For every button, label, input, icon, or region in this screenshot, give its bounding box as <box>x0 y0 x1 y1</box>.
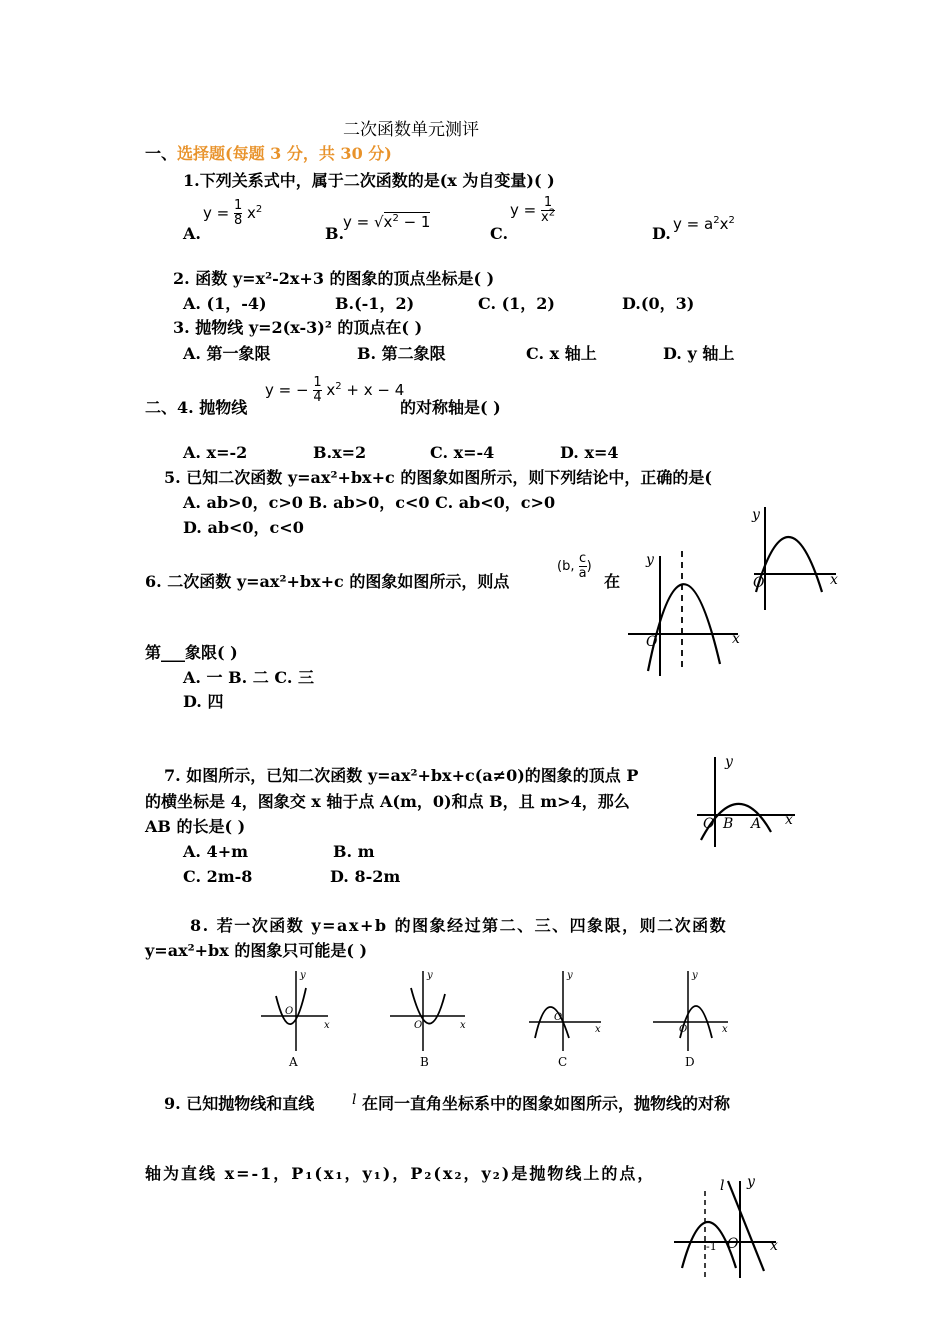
q6-y-label: y <box>646 552 654 568</box>
q4-formula: y = − $\frac{1}{4}$ $x^2 + x - 4$ <box>265 375 405 405</box>
q9-origin-label: O <box>727 1236 739 1252</box>
q5-y-label: y <box>752 507 760 523</box>
q7-option-d: D. 8-2m <box>330 867 401 886</box>
q7-line-2: 的横坐标是 4，图象交 x 轴于点 A(m，0)和点 B，且 m>4，那么 <box>145 792 630 811</box>
q7-point-b-label: B <box>723 816 734 832</box>
q8-label-a: A <box>289 1055 298 1069</box>
q3-option-c: C. x 轴上 <box>526 344 597 363</box>
q2-option-c: C. (1，2) <box>478 294 556 313</box>
q1-option-b-formula: $y = √x^2 - 1$ <box>343 213 431 231</box>
q7-line-3: AB 的长是( ) <box>145 817 246 836</box>
q3-stem: 3. 抛物线 y=2(x-3)² 的顶点在( ) <box>173 318 423 337</box>
q9-line-l-symbol: l <box>352 1092 357 1108</box>
svg-text:y: y <box>427 970 433 981</box>
q6-origin-label: O <box>646 634 658 650</box>
q1-option-a: A. <box>183 224 201 243</box>
q1-option-d: D. <box>652 224 671 243</box>
q8-line-1: 8. 若一次函数 y=ax+b 的图象经过第二、三、四象限，则二次函数 <box>190 916 728 935</box>
q4-stem-prefix: 二、4. 抛物线 <box>145 398 248 417</box>
svg-text:y: y <box>692 970 698 981</box>
q7-graph <box>695 752 805 852</box>
q2-stem: 2. 函数 y=x²-2x+3 的图象的顶点坐标是( ) <box>173 269 495 288</box>
q6-blank-line: 第___象限( ) <box>145 643 238 662</box>
svg-text:x: x <box>324 1020 330 1031</box>
q9-line-1-end: 在同一直角坐标系中的图象如图所示，抛物线的对称 <box>362 1094 731 1113</box>
q3-option-a: A. 第一象限 <box>183 344 271 363</box>
q1-option-d-formula: $y = a^2x^2$ <box>673 215 735 233</box>
q4-option-b: B.x=2 <box>313 443 367 462</box>
page-title: 二次函数单元测评 <box>343 120 479 140</box>
q6-point-formula: (b, $\frac{c}{a}$ ) <box>557 551 592 581</box>
q6-graph <box>628 546 753 681</box>
q6-options-abc: A. 一 B. 二 C. 三 <box>183 668 314 687</box>
q7-line-1: 7. 如图所示，已知二次函数 y=ax²+bx+c(a≠0)的图象的顶点 P <box>164 766 639 785</box>
q2-option-a: A. (1，-4) <box>183 294 267 313</box>
svg-text:O: O <box>414 1020 423 1031</box>
q1-option-a-formula: y = $\frac{1}{8}$ $x^2$ <box>203 198 263 228</box>
q6-option-d: D. 四 <box>183 692 224 711</box>
q1-option-c-formula: y = $\frac{1}{x^2}$ <box>510 195 556 225</box>
section-one-heading: 一、选择题(每题 3 分，共 30 分) <box>145 144 392 163</box>
q1-stem: 1.下列关系式中，属于二次函数的是(x 为自变量)( ) <box>183 171 555 190</box>
svg-text:O: O <box>285 1006 294 1017</box>
q3-option-d: D. y 轴上 <box>663 344 735 363</box>
q9-graph <box>672 1176 782 1281</box>
q7-origin-label: O <box>703 816 715 832</box>
q9-neg1-label: -1 <box>706 1240 717 1253</box>
svg-text:x: x <box>460 1020 466 1031</box>
q7-point-a-label: A <box>751 816 762 832</box>
q4-stem-suffix: 的对称轴是( ) <box>400 398 501 417</box>
q8-graph-d <box>650 966 730 1071</box>
q5-option-d: D. ab<0，c<0 <box>183 518 304 537</box>
q7-option-c: C. 2m-8 <box>183 867 253 886</box>
q9-line-1-start: 9. 已知抛物线和直线 <box>164 1094 315 1113</box>
svg-text:x: x <box>722 1024 728 1035</box>
q2-option-d: D.(0，3) <box>622 294 695 313</box>
q8-graph-a <box>258 966 338 1071</box>
q4-option-a: A. x=-2 <box>183 443 248 462</box>
q8-label-b: B <box>420 1055 429 1069</box>
q9-y-label: y <box>747 1174 755 1190</box>
q3-option-b: B. 第二象限 <box>357 344 446 363</box>
q7-option-a: A. 4+m <box>183 842 249 861</box>
q9-l-label: l <box>720 1178 725 1194</box>
q6-stem-tail: 在 <box>604 572 621 591</box>
q4-option-d: D. x=4 <box>560 443 619 462</box>
svg-text:y: y <box>567 970 573 981</box>
q9-line-2: 轴为直线 x=-1，P₁(x₁，y₁)，P₂(x₂，y₂)是抛物线上的点， <box>145 1164 656 1183</box>
q5-x-label: x <box>830 572 838 588</box>
q5-options-abc: A. ab>0，c>0 B. ab>0，c<0 C. ab<0，c>0 <box>183 493 556 512</box>
svg-text:x: x <box>595 1024 601 1035</box>
q8-label-c: C <box>558 1055 568 1069</box>
svg-text:O: O <box>554 1012 563 1023</box>
q6-x-label: x <box>732 631 740 647</box>
q2-option-b: B.(-1，2) <box>335 294 415 313</box>
q6-parabola <box>648 584 720 671</box>
q7-x-label: x <box>785 812 793 828</box>
q8-graph-c <box>523 966 603 1071</box>
q8-label-d: D <box>685 1055 695 1069</box>
q6-stem: 6. 二次函数 y=ax²+bx+c 的图象如图所示，则点 <box>145 572 510 591</box>
q7-option-b: B. m <box>333 842 375 861</box>
q5-graph <box>748 502 848 612</box>
svg-text:O: O <box>679 1024 688 1035</box>
q1-option-b: B. <box>325 224 345 243</box>
svg-text:y: y <box>300 970 306 981</box>
q9-x-label: x <box>770 1238 778 1254</box>
q1-option-c: C. <box>490 224 509 243</box>
q4-option-c: C. x=-4 <box>430 443 495 462</box>
q7-y-label: y <box>725 754 733 770</box>
q5-origin-label: O <box>753 575 765 591</box>
q5-stem: 5. 已知二次函数 y=ax²+bx+c 的图象如图所示，则下列结论中，正确的是( <box>164 468 712 487</box>
q8-line-2: y=ax²+bx 的图象只可能是( ) <box>145 941 368 960</box>
q8-graph-b <box>387 966 467 1071</box>
